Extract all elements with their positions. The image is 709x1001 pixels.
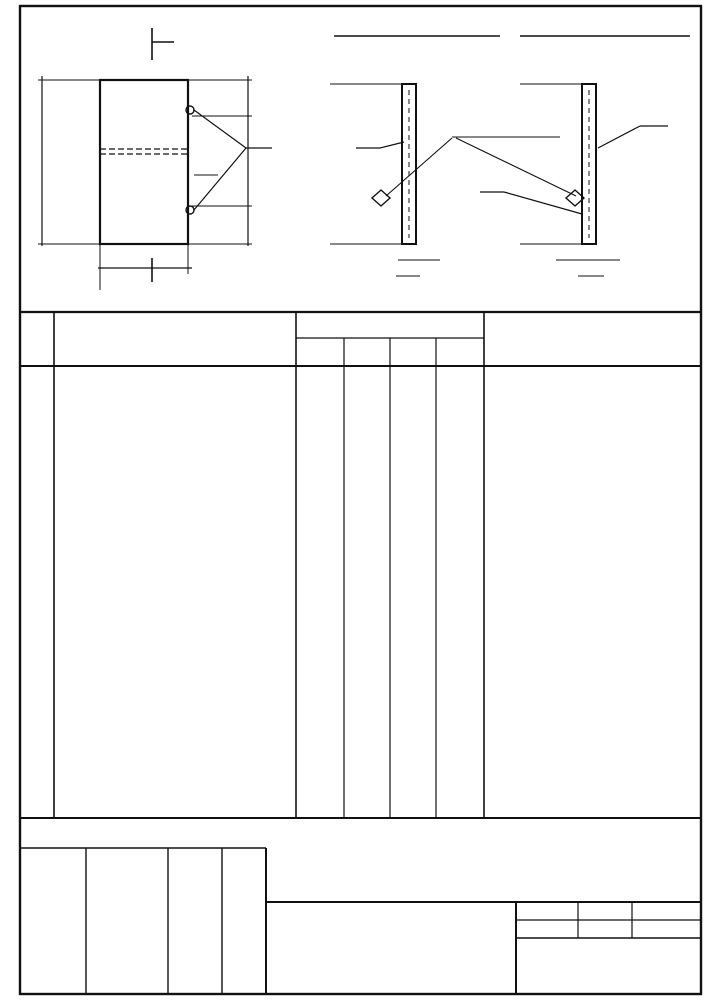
spec-table xyxy=(20,312,701,818)
section-views xyxy=(330,36,690,276)
callout-1-right-leader xyxy=(598,126,640,148)
callout-3-leader-b xyxy=(194,148,246,210)
callout-2-leader xyxy=(504,192,582,214)
plan-view xyxy=(38,28,272,290)
note-leader-right xyxy=(456,138,576,196)
title-block xyxy=(20,848,701,994)
note-leader-left xyxy=(386,138,452,196)
callout-1-left-leader xyxy=(380,142,404,148)
plan-slab-outline xyxy=(100,80,188,244)
marking-diamond-left xyxy=(372,190,390,206)
